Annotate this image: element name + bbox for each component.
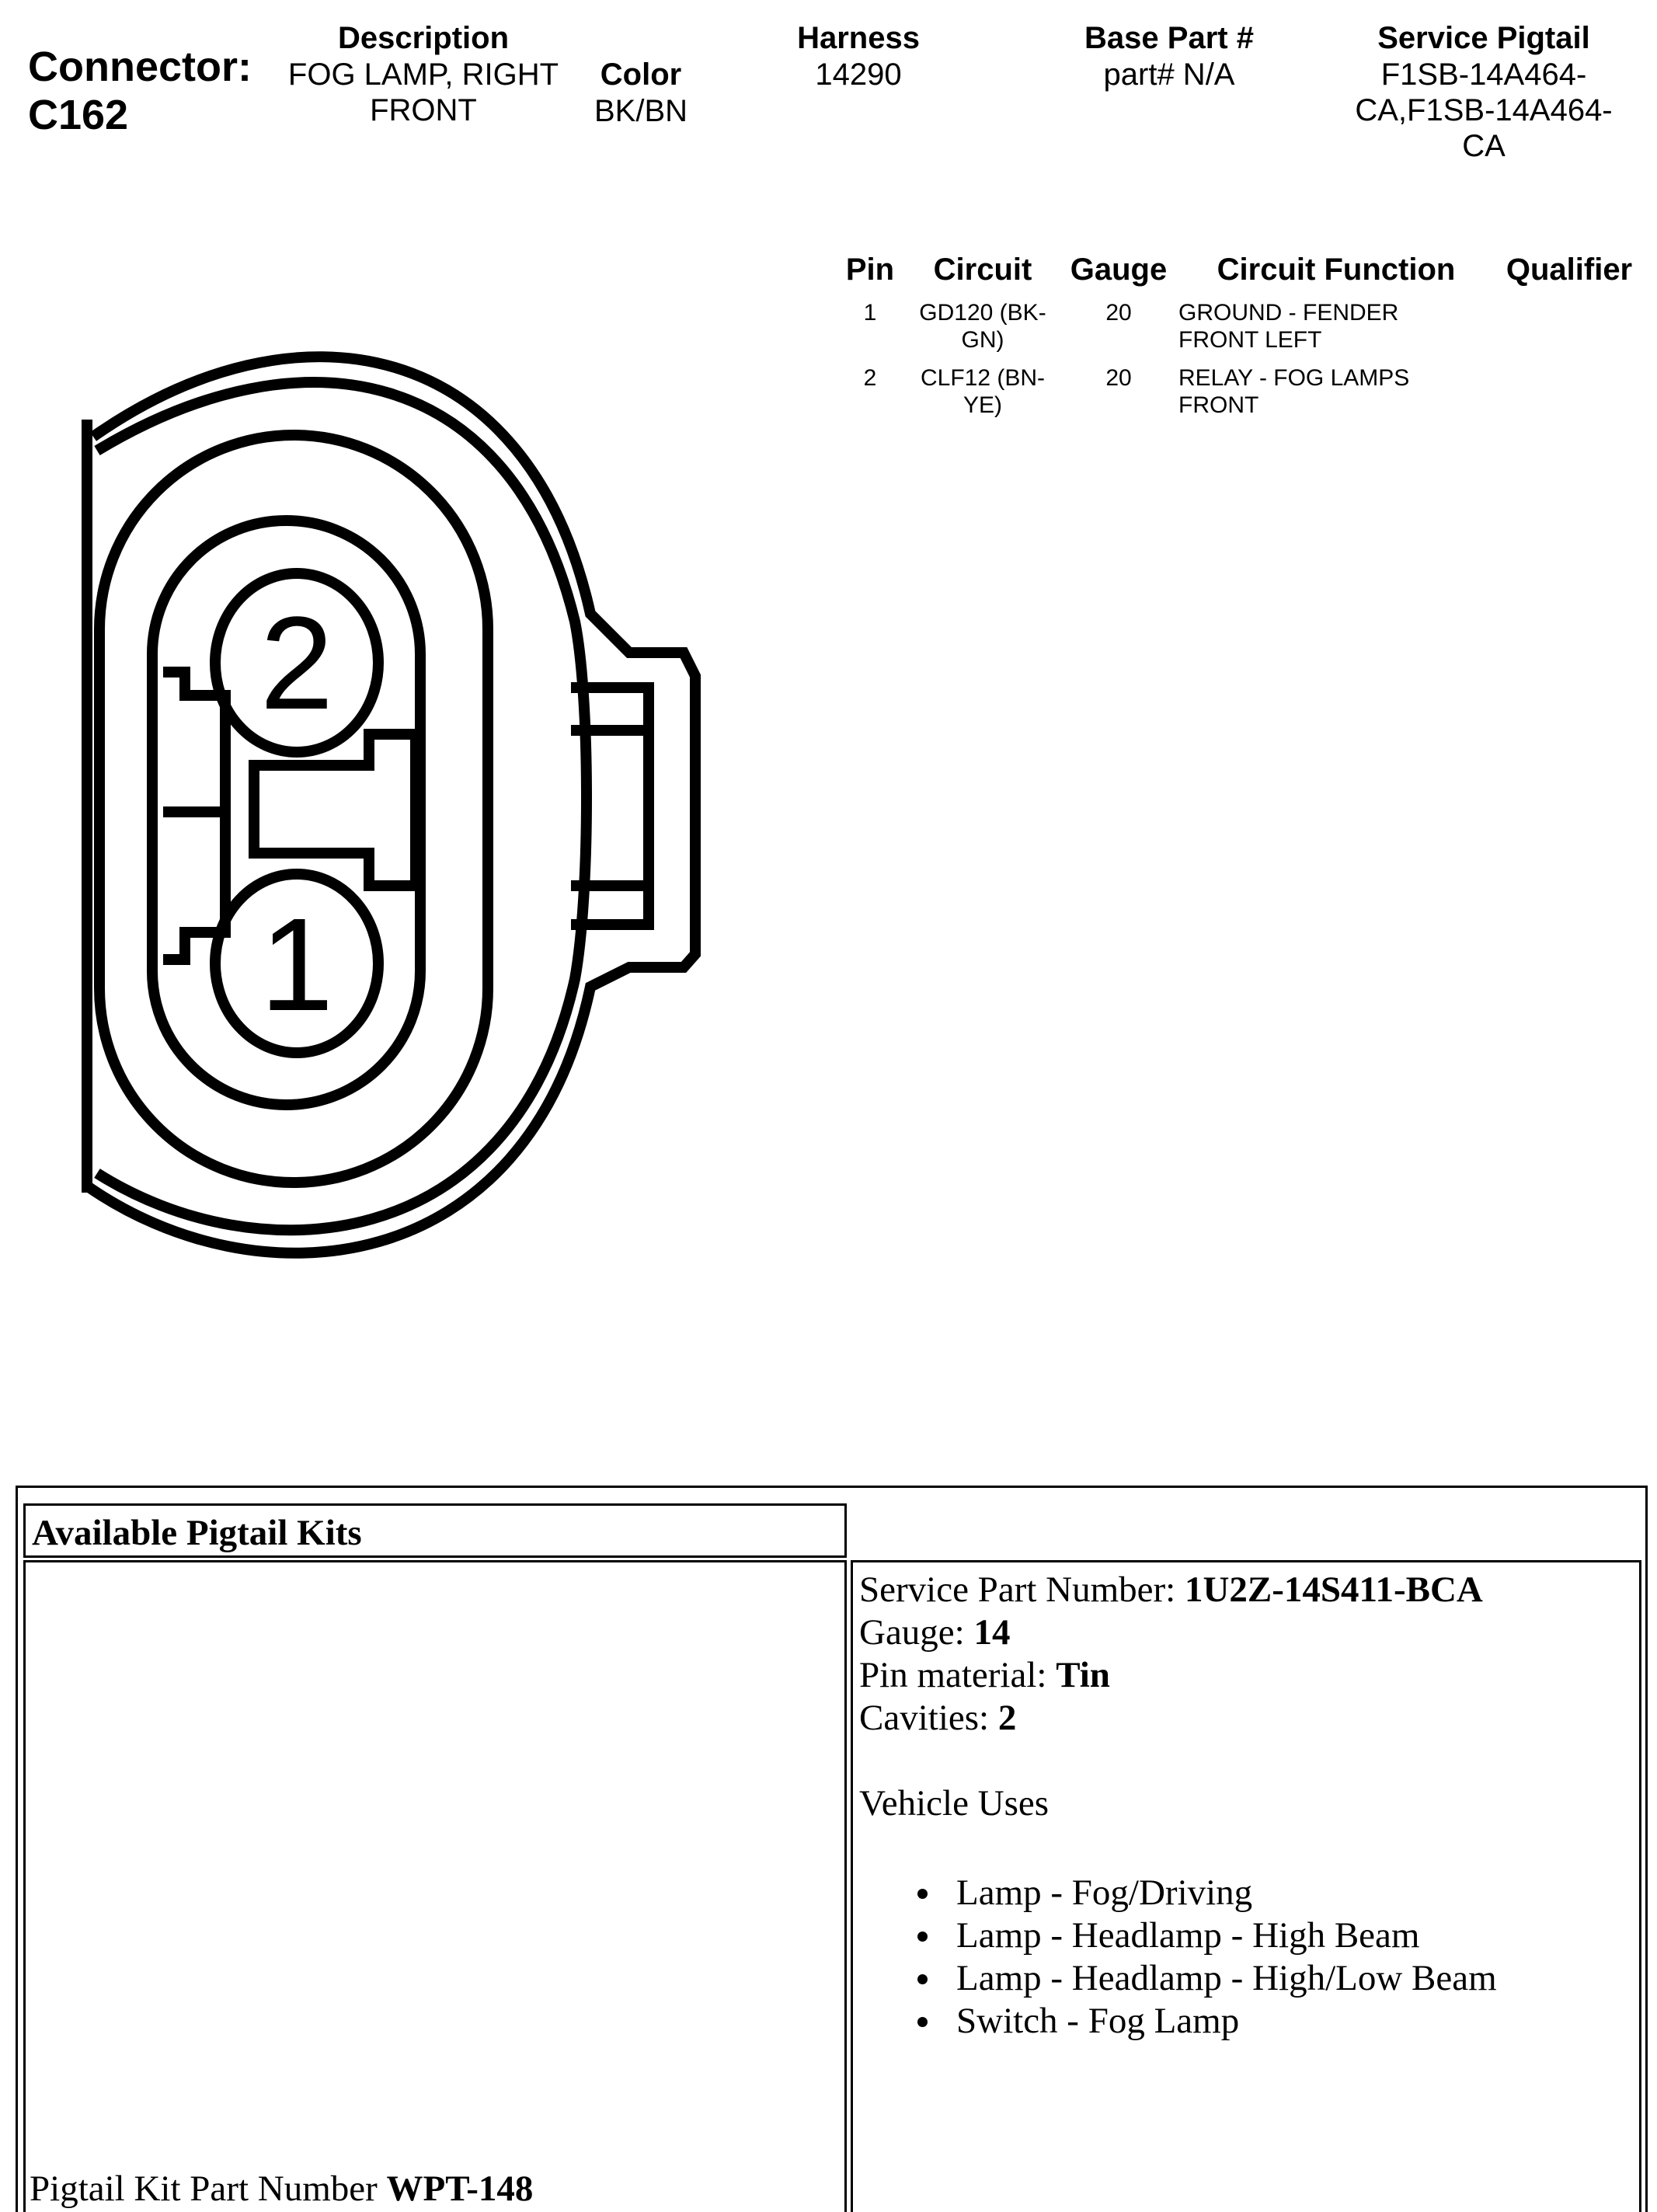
pigtail-kit-part-number [30, 2168, 533, 2210]
function-line1: RELAY - FOG LAMPS [1178, 365, 1410, 391]
pigtail-kits-title: Available Pigtail Kits [32, 1513, 362, 1553]
color-header: Color [600, 57, 682, 92]
harness-value: 14290 [815, 57, 902, 92]
circuit-function-cell [1178, 364, 1474, 419]
pigtail-kit-details-cell [851, 1560, 1641, 2212]
connector-outer-shell [85, 357, 695, 1253]
service-part-number [859, 1569, 1639, 1611]
service-part-value: 1U2Z-14S411-BCA [1184, 1569, 1483, 1610]
service-pigtail-line1: F1SB-14A464- [1380, 57, 1587, 92]
circuit-function-column-header: Circuit Function [1217, 253, 1456, 287]
circuit-function-cell [1178, 299, 1474, 354]
pin-material [859, 1654, 1639, 1697]
list-item: Lamp - Headlamp - High Beam [917, 1914, 1639, 1957]
center-key [254, 734, 416, 886]
connector-label [28, 43, 252, 139]
color-value: BK/BN [594, 94, 688, 128]
circuit-line2: YE) [963, 392, 1002, 418]
pin-number: 2 [863, 365, 877, 391]
qualifier-column-header: Qualifier [1506, 253, 1633, 287]
service-pigtail-column [1321, 19, 1647, 164]
service-pigtail-line2: CA,F1SB-14A464- [1355, 93, 1613, 127]
circuit-cell [917, 364, 1049, 419]
function-line1: GROUND - FENDER [1178, 300, 1399, 326]
connector-title: Connector: [28, 44, 252, 90]
pigtail-kit-part-label: Pigtail Kit Part Number [30, 2168, 387, 2209]
circuit-line1: CLF12 (BN- [920, 365, 1046, 391]
color-column [575, 56, 707, 129]
list-item: Lamp - Fog/Driving [917, 1872, 1639, 1914]
description-value-line2: FRONT [370, 93, 477, 127]
function-line2: FRONT [1178, 392, 1259, 418]
list-item: Lamp - Headlamp - High/Low Beam [917, 1957, 1639, 2000]
gauge-value: 14 [973, 1612, 1011, 1653]
gauge-label: Gauge: [859, 1612, 974, 1653]
service-part-label: Service Part Number: [859, 1569, 1185, 1610]
base-part-column [1057, 19, 1282, 92]
base-part-value: part# N/A [1103, 57, 1235, 92]
pin-1-label: 1 [259, 891, 334, 1039]
vehicle-uses-list [917, 1872, 1639, 2043]
gauge-cell: 20 [1105, 300, 1132, 326]
pigtail-kit-part-value: WPT-148 [386, 2168, 534, 2209]
connector-id: C162 [28, 92, 129, 138]
connector-face-diagram [0, 311, 746, 1282]
harness-header: Harness [797, 21, 920, 55]
circuit-cell [917, 299, 1049, 354]
description-value-line1: FOG LAMP, RIGHT [287, 57, 559, 92]
cavities [859, 1697, 1639, 1740]
connector-inner-outline [97, 382, 587, 1230]
harness-column [769, 19, 948, 92]
gauge-column-header: Gauge [1070, 253, 1168, 287]
pin-material-value: Tin [1056, 1655, 1110, 1695]
service-pigtail-line3: CA [1462, 129, 1506, 163]
gauge [859, 1611, 1639, 1654]
gauge-cell: 20 [1105, 365, 1132, 391]
pin-2-label: 2 [259, 590, 334, 737]
list-item: Switch - Fog Lamp [917, 2000, 1639, 2043]
circuit-line2: GN) [961, 327, 1004, 353]
description-header: Description [337, 21, 510, 55]
cavities-value: 2 [997, 1698, 1017, 1738]
pigtail-kit-left-cell [23, 1560, 847, 2212]
pin-material-label: Pin material: [859, 1655, 1057, 1695]
vehicle-uses-heading: Vehicle Uses [859, 1783, 1050, 1824]
circuit-line1: GD120 (BK- [919, 300, 1046, 326]
description-column [272, 19, 575, 128]
pigtail-kits-title-cell [23, 1503, 847, 1558]
service-pigtail-header: Service Pigtail [1377, 21, 1590, 55]
base-part-header: Base Part # [1084, 21, 1254, 55]
cavities-label: Cavities: [859, 1698, 998, 1738]
function-line2: FRONT LEFT [1178, 327, 1322, 353]
pin-number: 1 [863, 300, 877, 326]
circuit-column-header: Circuit [933, 253, 1032, 287]
pin-column-header: Pin [845, 253, 895, 287]
